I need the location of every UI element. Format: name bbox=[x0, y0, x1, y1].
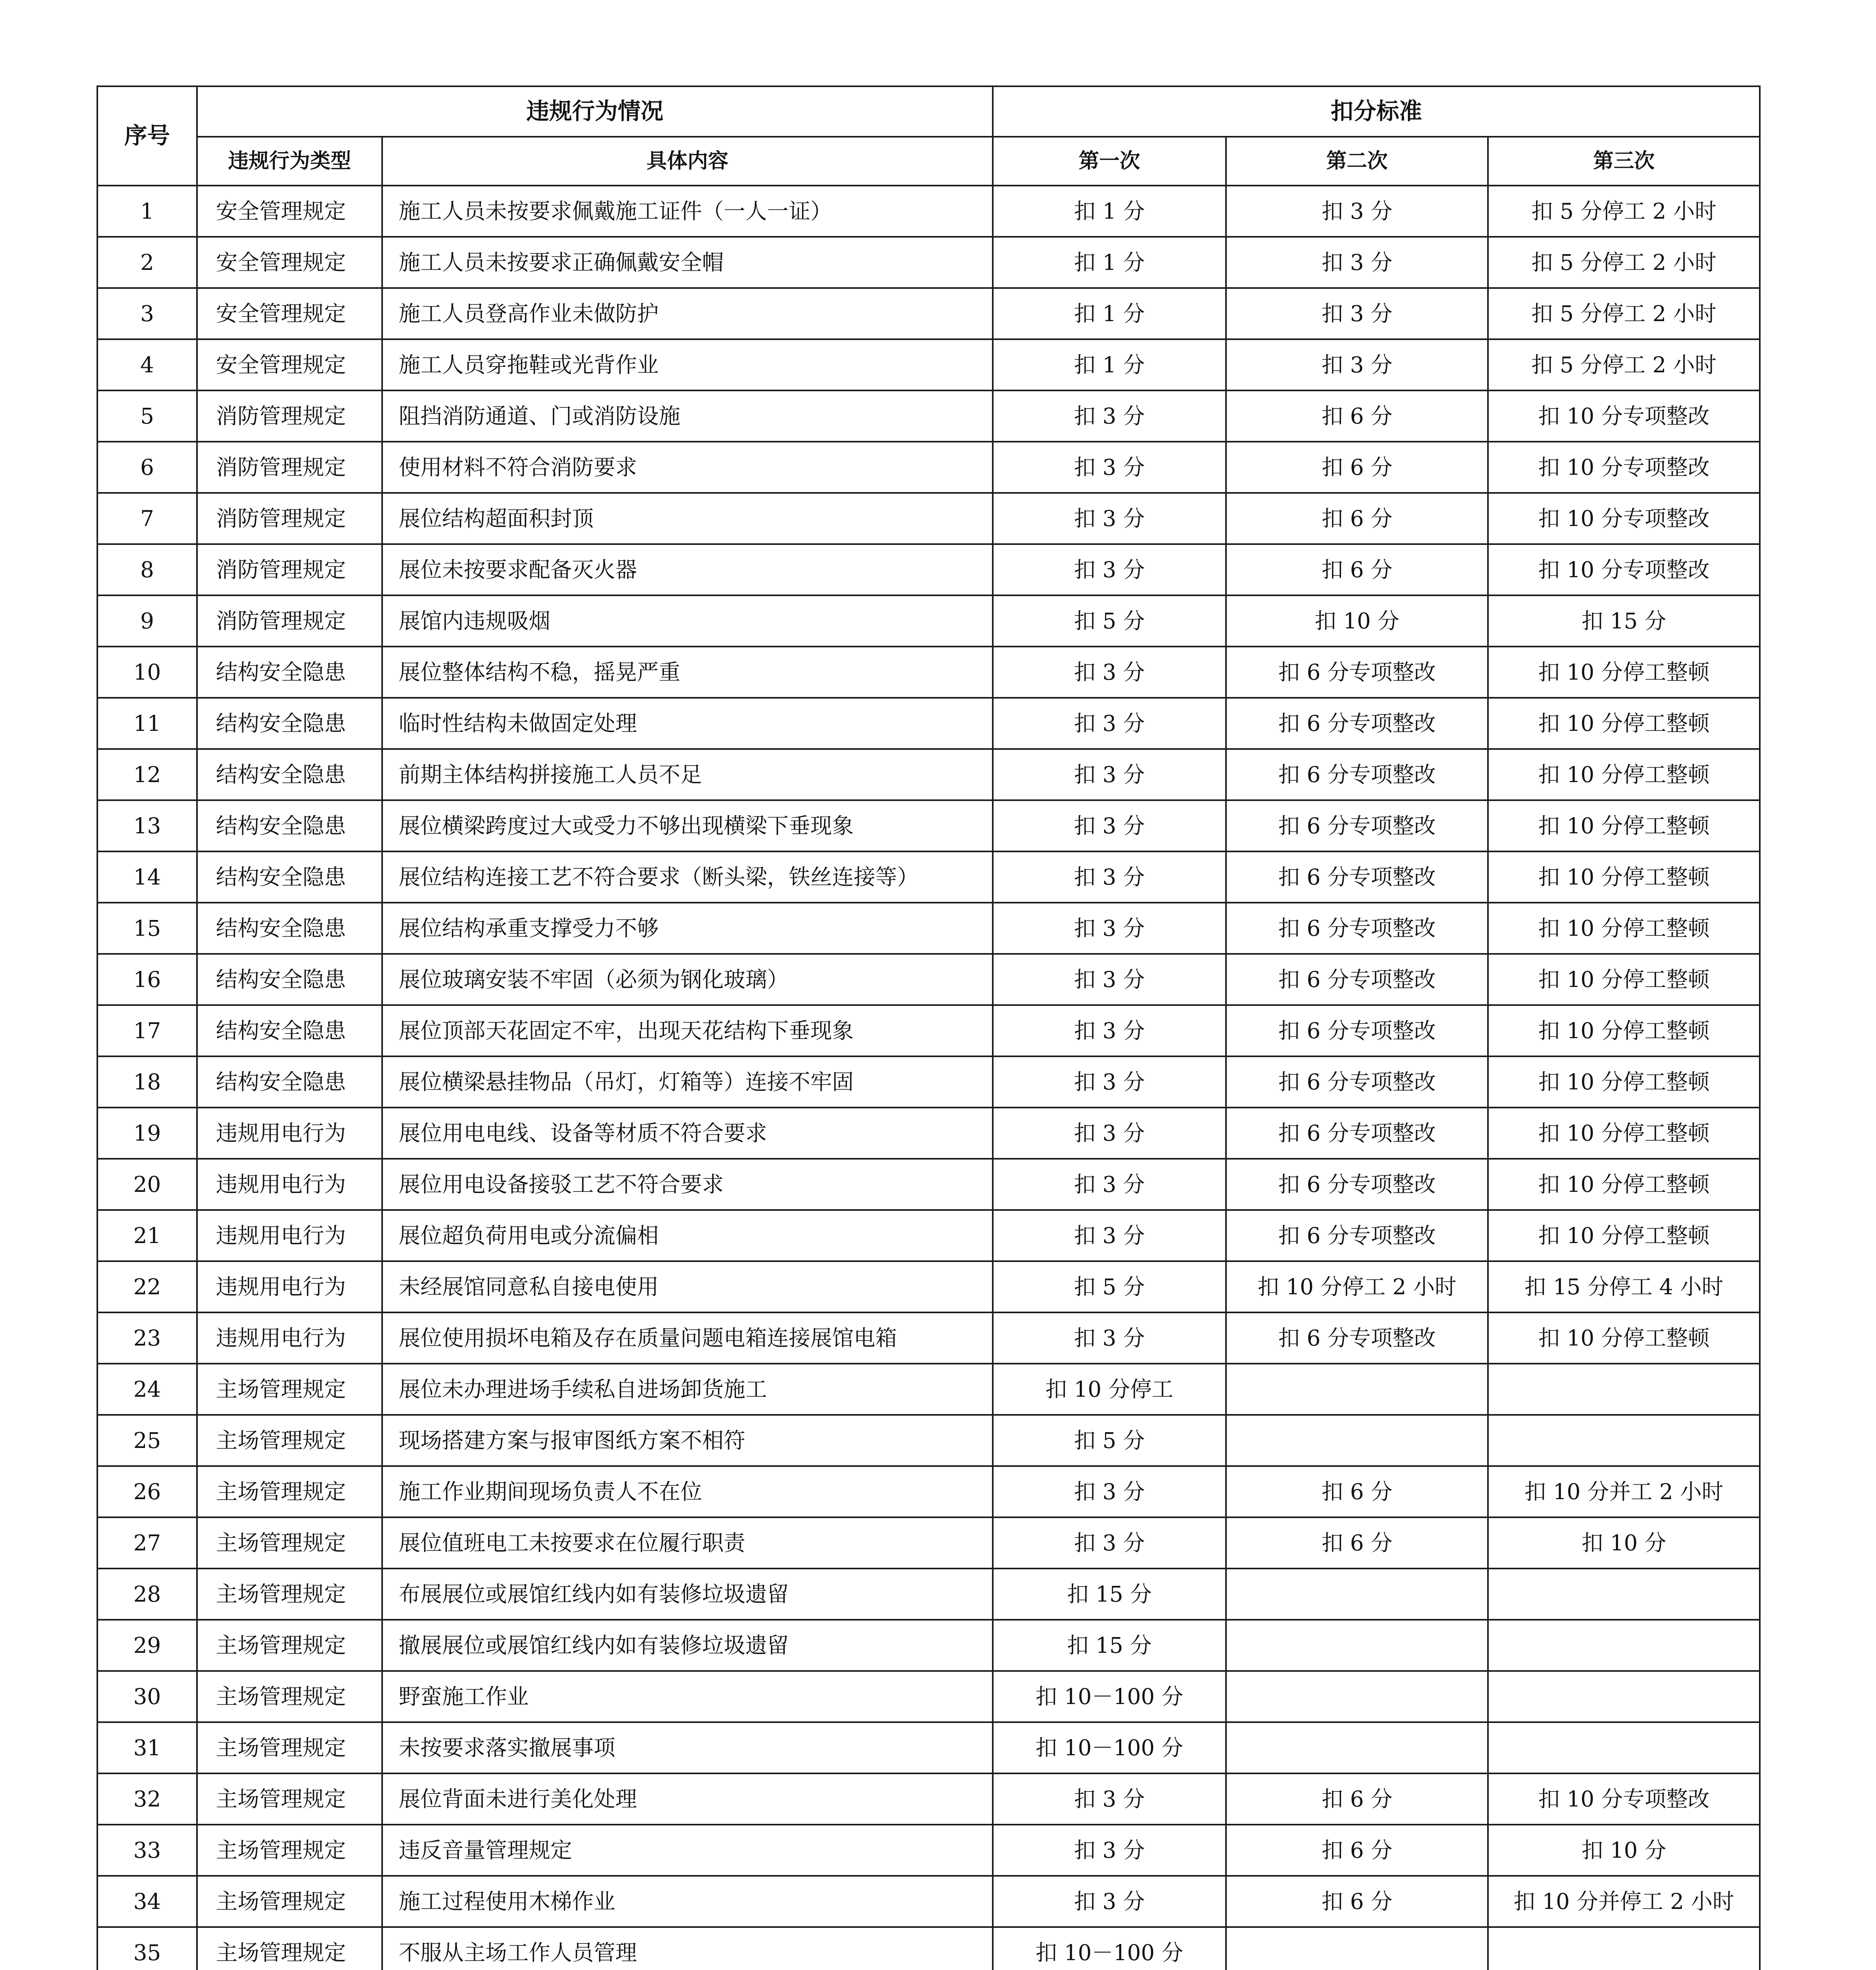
cell-first: 扣 1 分 bbox=[993, 288, 1226, 339]
cell-third: 扣 10 分停工整顿 bbox=[1488, 800, 1760, 851]
cell-no: 25 bbox=[97, 1415, 197, 1466]
cell-first: 扣 3 分 bbox=[993, 493, 1226, 544]
cell-third: 扣 10 分停工整顿 bbox=[1488, 749, 1760, 800]
cell-third: 扣 10 分停工整顿 bbox=[1488, 1312, 1760, 1364]
table-row bbox=[97, 390, 1760, 442]
cell-content: 违反音量管理规定 bbox=[382, 1825, 993, 1876]
cell-content: 撤展展位或展馆红线内如有装修垃圾遗留 bbox=[382, 1620, 993, 1671]
cell-first: 扣 1 分 bbox=[993, 339, 1226, 390]
cell-third: 扣 10 分专项整改 bbox=[1488, 1773, 1760, 1825]
header-row-main bbox=[97, 86, 1760, 137]
cell-second: 扣 6 分专项整改 bbox=[1226, 647, 1488, 698]
cell-first: 扣 3 分 bbox=[993, 851, 1226, 903]
cell-content: 施工过程使用木梯作业 bbox=[382, 1876, 993, 1927]
cell-third: 扣 10 分停工整顿 bbox=[1488, 1108, 1760, 1159]
cell-content: 展位结构承重支撑受力不够 bbox=[382, 903, 993, 954]
cell-no: 35 bbox=[97, 1927, 197, 1970]
header-situation: 违规行为情况 bbox=[197, 86, 993, 137]
cell-first: 扣 3 分 bbox=[993, 903, 1226, 954]
cell-no: 13 bbox=[97, 800, 197, 851]
cell-no: 14 bbox=[97, 851, 197, 903]
cell-no: 11 bbox=[97, 698, 197, 749]
table-row bbox=[97, 1773, 1760, 1825]
cell-third: 扣 5 分停工 2 小时 bbox=[1488, 237, 1760, 288]
table-row bbox=[97, 851, 1760, 903]
cell-third: 扣 10 分并停工 2 小时 bbox=[1488, 1876, 1760, 1927]
penalty-table bbox=[97, 85, 1761, 1970]
cell-content: 未经展馆同意私自接电使用 bbox=[382, 1261, 993, 1312]
table-row bbox=[97, 1056, 1760, 1108]
cell-type: 结构安全隐患 bbox=[197, 647, 382, 698]
cell-first: 扣 10－100 分 bbox=[993, 1927, 1226, 1970]
cell-first: 扣 3 分 bbox=[993, 647, 1226, 698]
cell-no: 3 bbox=[97, 288, 197, 339]
cell-third bbox=[1488, 1620, 1760, 1671]
cell-content: 施工作业期间现场负责人不在位 bbox=[382, 1466, 993, 1517]
cell-third: 扣 10 分并工 2 小时 bbox=[1488, 1466, 1760, 1517]
cell-type: 消防管理规定 bbox=[197, 390, 382, 442]
cell-third: 扣 10 分专项整改 bbox=[1488, 390, 1760, 442]
table-row bbox=[97, 1671, 1760, 1722]
cell-no: 32 bbox=[97, 1773, 197, 1825]
cell-type: 违规用电行为 bbox=[197, 1312, 382, 1364]
cell-content: 展位未按要求配备灭火器 bbox=[382, 544, 993, 595]
cell-no: 10 bbox=[97, 647, 197, 698]
cell-content: 展位结构连接工艺不符合要求（断头梁，铁丝连接等） bbox=[382, 851, 993, 903]
cell-second: 扣 3 分 bbox=[1226, 237, 1488, 288]
table-row bbox=[97, 1005, 1760, 1056]
cell-type: 结构安全隐患 bbox=[197, 954, 382, 1005]
cell-no: 7 bbox=[97, 493, 197, 544]
cell-second bbox=[1226, 1569, 1488, 1620]
header-type: 违规行为类型 bbox=[197, 137, 382, 186]
header-content: 具体内容 bbox=[382, 137, 993, 186]
cell-first: 扣 3 分 bbox=[993, 800, 1226, 851]
cell-third: 扣 10 分停工整顿 bbox=[1488, 647, 1760, 698]
cell-type: 主场管理规定 bbox=[197, 1876, 382, 1927]
cell-third: 扣 5 分停工 2 小时 bbox=[1488, 339, 1760, 390]
cell-third bbox=[1488, 1364, 1760, 1415]
cell-first: 扣 3 分 bbox=[993, 1312, 1226, 1364]
cell-no: 6 bbox=[97, 442, 197, 493]
cell-type: 主场管理规定 bbox=[197, 1466, 382, 1517]
cell-first: 扣 3 分 bbox=[993, 1773, 1226, 1825]
cell-content: 展位结构超面积封顶 bbox=[382, 493, 993, 544]
cell-type: 结构安全隐患 bbox=[197, 800, 382, 851]
cell-third bbox=[1488, 1569, 1760, 1620]
cell-type: 主场管理规定 bbox=[197, 1671, 382, 1722]
cell-second bbox=[1226, 1364, 1488, 1415]
cell-third: 扣 15 分停工 4 小时 bbox=[1488, 1261, 1760, 1312]
cell-first: 扣 10 分停工 bbox=[993, 1364, 1226, 1415]
cell-first: 扣 3 分 bbox=[993, 1108, 1226, 1159]
cell-type: 结构安全隐患 bbox=[197, 1056, 382, 1108]
table-row bbox=[97, 1364, 1760, 1415]
cell-type: 结构安全隐患 bbox=[197, 749, 382, 800]
cell-second: 扣 6 分专项整改 bbox=[1226, 749, 1488, 800]
cell-first: 扣 3 分 bbox=[993, 1005, 1226, 1056]
cell-second: 扣 6 分 bbox=[1226, 1466, 1488, 1517]
cell-no: 31 bbox=[97, 1722, 197, 1773]
cell-second: 扣 6 分专项整改 bbox=[1226, 851, 1488, 903]
cell-no: 4 bbox=[97, 339, 197, 390]
cell-third bbox=[1488, 1722, 1760, 1773]
cell-content: 展位未办理进场手续私自进场卸货施工 bbox=[382, 1364, 993, 1415]
cell-second: 扣 6 分专项整改 bbox=[1226, 1056, 1488, 1108]
cell-no: 26 bbox=[97, 1466, 197, 1517]
cell-no: 21 bbox=[97, 1210, 197, 1261]
cell-content: 展位使用损坏电箱及存在质量问题电箱连接展馆电箱 bbox=[382, 1312, 993, 1364]
cell-second: 扣 10 分停工 2 小时 bbox=[1226, 1261, 1488, 1312]
cell-content: 展馆内违规吸烟 bbox=[382, 595, 993, 647]
cell-third: 扣 10 分 bbox=[1488, 1825, 1760, 1876]
cell-third: 扣 10 分停工整顿 bbox=[1488, 903, 1760, 954]
cell-no: 22 bbox=[97, 1261, 197, 1312]
cell-type: 主场管理规定 bbox=[197, 1620, 382, 1671]
cell-content: 阻挡消防通道、门或消防设施 bbox=[382, 390, 993, 442]
table-row bbox=[97, 1261, 1760, 1312]
table-row bbox=[97, 1108, 1760, 1159]
cell-no: 1 bbox=[97, 186, 197, 237]
cell-type: 主场管理规定 bbox=[197, 1773, 382, 1825]
cell-third: 扣 10 分停工整顿 bbox=[1488, 698, 1760, 749]
table-row bbox=[97, 339, 1760, 390]
cell-type: 安全管理规定 bbox=[197, 186, 382, 237]
table-row bbox=[97, 954, 1760, 1005]
cell-first: 扣 3 分 bbox=[993, 1876, 1226, 1927]
cell-no: 24 bbox=[97, 1364, 197, 1415]
cell-type: 结构安全隐患 bbox=[197, 903, 382, 954]
cell-second: 扣 6 分 bbox=[1226, 1825, 1488, 1876]
header-second: 第二次 bbox=[1226, 137, 1488, 186]
table-row bbox=[97, 1876, 1760, 1927]
cell-no: 30 bbox=[97, 1671, 197, 1722]
cell-no: 34 bbox=[97, 1876, 197, 1927]
cell-third bbox=[1488, 1927, 1760, 1970]
cell-second bbox=[1226, 1415, 1488, 1466]
cell-type: 主场管理规定 bbox=[197, 1364, 382, 1415]
cell-type: 安全管理规定 bbox=[197, 288, 382, 339]
cell-third bbox=[1488, 1415, 1760, 1466]
cell-content: 展位值班电工未按要求在位履行职责 bbox=[382, 1517, 993, 1569]
header-row-sub bbox=[97, 137, 1760, 186]
cell-first: 扣 3 分 bbox=[993, 954, 1226, 1005]
cell-second bbox=[1226, 1671, 1488, 1722]
cell-content: 野蛮施工作业 bbox=[382, 1671, 993, 1722]
cell-second: 扣 6 分专项整改 bbox=[1226, 1312, 1488, 1364]
cell-no: 17 bbox=[97, 1005, 197, 1056]
header-third: 第三次 bbox=[1488, 137, 1760, 186]
cell-type: 结构安全隐患 bbox=[197, 698, 382, 749]
cell-second: 扣 6 分 bbox=[1226, 1517, 1488, 1569]
cell-no: 29 bbox=[97, 1620, 197, 1671]
cell-first: 扣 3 分 bbox=[993, 1466, 1226, 1517]
table-row bbox=[97, 903, 1760, 954]
cell-third: 扣 5 分停工 2 小时 bbox=[1488, 186, 1760, 237]
cell-content: 现场搭建方案与报审图纸方案不相符 bbox=[382, 1415, 993, 1466]
cell-second: 扣 10 分 bbox=[1226, 595, 1488, 647]
cell-type: 结构安全隐患 bbox=[197, 1005, 382, 1056]
table-row bbox=[97, 800, 1760, 851]
cell-type: 主场管理规定 bbox=[197, 1927, 382, 1970]
cell-second: 扣 6 分 bbox=[1226, 1773, 1488, 1825]
cell-third: 扣 10 分停工整顿 bbox=[1488, 1210, 1760, 1261]
cell-first: 扣 1 分 bbox=[993, 237, 1226, 288]
cell-third: 扣 15 分 bbox=[1488, 595, 1760, 647]
cell-second bbox=[1226, 1620, 1488, 1671]
cell-first: 扣 10－100 分 bbox=[993, 1722, 1226, 1773]
table-row bbox=[97, 493, 1760, 544]
table-row bbox=[97, 1517, 1760, 1569]
cell-first: 扣 3 分 bbox=[993, 1517, 1226, 1569]
cell-no: 33 bbox=[97, 1825, 197, 1876]
cell-first: 扣 5 分 bbox=[993, 595, 1226, 647]
cell-no: 16 bbox=[97, 954, 197, 1005]
cell-no: 15 bbox=[97, 903, 197, 954]
cell-no: 12 bbox=[97, 749, 197, 800]
cell-second: 扣 6 分 bbox=[1226, 1876, 1488, 1927]
cell-content: 展位顶部天花固定不牢，出现天花结构下垂现象 bbox=[382, 1005, 993, 1056]
table-row bbox=[97, 1927, 1760, 1970]
cell-content: 施工人员穿拖鞋或光背作业 bbox=[382, 339, 993, 390]
cell-content: 临时性结构未做固定处理 bbox=[382, 698, 993, 749]
cell-type: 消防管理规定 bbox=[197, 544, 382, 595]
cell-third: 扣 10 分停工整顿 bbox=[1488, 1159, 1760, 1210]
cell-first: 扣 3 分 bbox=[993, 749, 1226, 800]
cell-content: 布展展位或展馆红线内如有装修垃圾遗留 bbox=[382, 1569, 993, 1620]
cell-second: 扣 6 分 bbox=[1226, 493, 1488, 544]
cell-content: 使用材料不符合消防要求 bbox=[382, 442, 993, 493]
cell-no: 9 bbox=[97, 595, 197, 647]
cell-first: 扣 5 分 bbox=[993, 1415, 1226, 1466]
cell-second: 扣 6 分专项整改 bbox=[1226, 1159, 1488, 1210]
table-body bbox=[97, 186, 1760, 1970]
table-row bbox=[97, 544, 1760, 595]
table-row bbox=[97, 1312, 1760, 1364]
cell-no: 27 bbox=[97, 1517, 197, 1569]
cell-first: 扣 3 分 bbox=[993, 442, 1226, 493]
cell-third: 扣 10 分专项整改 bbox=[1488, 493, 1760, 544]
cell-third: 扣 10 分专项整改 bbox=[1488, 442, 1760, 493]
cell-content: 展位用电电线、设备等材质不符合要求 bbox=[382, 1108, 993, 1159]
cell-content: 不服从主场工作人员管理 bbox=[382, 1927, 993, 1970]
cell-third: 扣 5 分停工 2 小时 bbox=[1488, 288, 1760, 339]
cell-third: 扣 10 分停工整顿 bbox=[1488, 1005, 1760, 1056]
cell-second: 扣 6 分专项整改 bbox=[1226, 903, 1488, 954]
cell-no: 8 bbox=[97, 544, 197, 595]
cell-content: 展位横梁悬挂物品（吊灯，灯箱等）连接不牢固 bbox=[382, 1056, 993, 1108]
cell-second: 扣 3 分 bbox=[1226, 339, 1488, 390]
cell-content: 施工人员未按要求佩戴施工证件（一人一证） bbox=[382, 186, 993, 237]
cell-first: 扣 3 分 bbox=[993, 1210, 1226, 1261]
cell-second: 扣 6 分专项整改 bbox=[1226, 1210, 1488, 1261]
cell-first: 扣 1 分 bbox=[993, 186, 1226, 237]
cell-type: 主场管理规定 bbox=[197, 1517, 382, 1569]
cell-content: 前期主体结构拼接施工人员不足 bbox=[382, 749, 993, 800]
table-row bbox=[97, 1620, 1760, 1671]
cell-third: 扣 10 分专项整改 bbox=[1488, 544, 1760, 595]
cell-no: 23 bbox=[97, 1312, 197, 1364]
cell-second: 扣 3 分 bbox=[1226, 186, 1488, 237]
cell-type: 安全管理规定 bbox=[197, 339, 382, 390]
header-standard: 扣分标准 bbox=[993, 86, 1760, 137]
table-row bbox=[97, 186, 1760, 237]
cell-type: 违规用电行为 bbox=[197, 1261, 382, 1312]
cell-first: 扣 3 分 bbox=[993, 544, 1226, 595]
cell-type: 主场管理规定 bbox=[197, 1722, 382, 1773]
cell-type: 违规用电行为 bbox=[197, 1210, 382, 1261]
header-seq: 序号 bbox=[97, 86, 197, 186]
table-row bbox=[97, 1415, 1760, 1466]
table-row bbox=[97, 1159, 1760, 1210]
table-row bbox=[97, 1210, 1760, 1261]
cell-second: 扣 6 分 bbox=[1226, 442, 1488, 493]
cell-first: 扣 15 分 bbox=[993, 1620, 1226, 1671]
cell-second: 扣 3 分 bbox=[1226, 288, 1488, 339]
cell-no: 18 bbox=[97, 1056, 197, 1108]
cell-content: 展位背面未进行美化处理 bbox=[382, 1773, 993, 1825]
cell-type: 违规用电行为 bbox=[197, 1108, 382, 1159]
cell-type: 主场管理规定 bbox=[197, 1825, 382, 1876]
cell-content: 施工人员登高作业未做防护 bbox=[382, 288, 993, 339]
cell-content: 未按要求落实撤展事项 bbox=[382, 1722, 993, 1773]
cell-second: 扣 6 分专项整改 bbox=[1226, 800, 1488, 851]
header-first: 第一次 bbox=[993, 137, 1226, 186]
cell-first: 扣 3 分 bbox=[993, 390, 1226, 442]
cell-type: 结构安全隐患 bbox=[197, 851, 382, 903]
cell-type: 安全管理规定 bbox=[197, 237, 382, 288]
cell-first: 扣 3 分 bbox=[993, 1825, 1226, 1876]
cell-third: 扣 10 分停工整顿 bbox=[1488, 1056, 1760, 1108]
cell-second: 扣 6 分专项整改 bbox=[1226, 1108, 1488, 1159]
cell-second bbox=[1226, 1927, 1488, 1970]
cell-second bbox=[1226, 1722, 1488, 1773]
cell-second: 扣 6 分专项整改 bbox=[1226, 1005, 1488, 1056]
cell-content: 展位用电设备接驳工艺不符合要求 bbox=[382, 1159, 993, 1210]
table-row bbox=[97, 595, 1760, 647]
cell-type: 主场管理规定 bbox=[197, 1415, 382, 1466]
cell-first: 扣 5 分 bbox=[993, 1261, 1226, 1312]
table-row bbox=[97, 698, 1760, 749]
cell-second: 扣 6 分专项整改 bbox=[1226, 954, 1488, 1005]
cell-third: 扣 10 分停工整顿 bbox=[1488, 851, 1760, 903]
cell-third: 扣 10 分 bbox=[1488, 1517, 1760, 1569]
table-row bbox=[97, 647, 1760, 698]
cell-second: 扣 6 分 bbox=[1226, 544, 1488, 595]
cell-no: 20 bbox=[97, 1159, 197, 1210]
cell-no: 28 bbox=[97, 1569, 197, 1620]
table-row bbox=[97, 749, 1760, 800]
cell-first: 扣 15 分 bbox=[993, 1569, 1226, 1620]
cell-first: 扣 3 分 bbox=[993, 1056, 1226, 1108]
cell-first: 扣 10－100 分 bbox=[993, 1671, 1226, 1722]
table-row bbox=[97, 237, 1760, 288]
cell-type: 消防管理规定 bbox=[197, 595, 382, 647]
cell-first: 扣 3 分 bbox=[993, 1159, 1226, 1210]
cell-type: 主场管理规定 bbox=[197, 1569, 382, 1620]
cell-second: 扣 6 分专项整改 bbox=[1226, 698, 1488, 749]
cell-content: 展位超负荷用电或分流偏相 bbox=[382, 1210, 993, 1261]
cell-content: 展位玻璃安装不牢固（必须为钢化玻璃） bbox=[382, 954, 993, 1005]
cell-second: 扣 6 分 bbox=[1226, 390, 1488, 442]
table-row bbox=[97, 1722, 1760, 1773]
cell-no: 5 bbox=[97, 390, 197, 442]
table-row bbox=[97, 288, 1760, 339]
cell-third bbox=[1488, 1671, 1760, 1722]
table-row bbox=[97, 1825, 1760, 1876]
cell-third: 扣 10 分停工整顿 bbox=[1488, 954, 1760, 1005]
cell-no: 19 bbox=[97, 1108, 197, 1159]
cell-content: 施工人员未按要求正确佩戴安全帽 bbox=[382, 237, 993, 288]
cell-first: 扣 3 分 bbox=[993, 698, 1226, 749]
cell-content: 展位整体结构不稳，摇晃严重 bbox=[382, 647, 993, 698]
table-row bbox=[97, 1569, 1760, 1620]
cell-content: 展位横梁跨度过大或受力不够出现横梁下垂现象 bbox=[382, 800, 993, 851]
table-row bbox=[97, 1466, 1760, 1517]
cell-type: 消防管理规定 bbox=[197, 493, 382, 544]
cell-no: 2 bbox=[97, 237, 197, 288]
cell-type: 消防管理规定 bbox=[197, 442, 382, 493]
table-row bbox=[97, 442, 1760, 493]
cell-type: 违规用电行为 bbox=[197, 1159, 382, 1210]
